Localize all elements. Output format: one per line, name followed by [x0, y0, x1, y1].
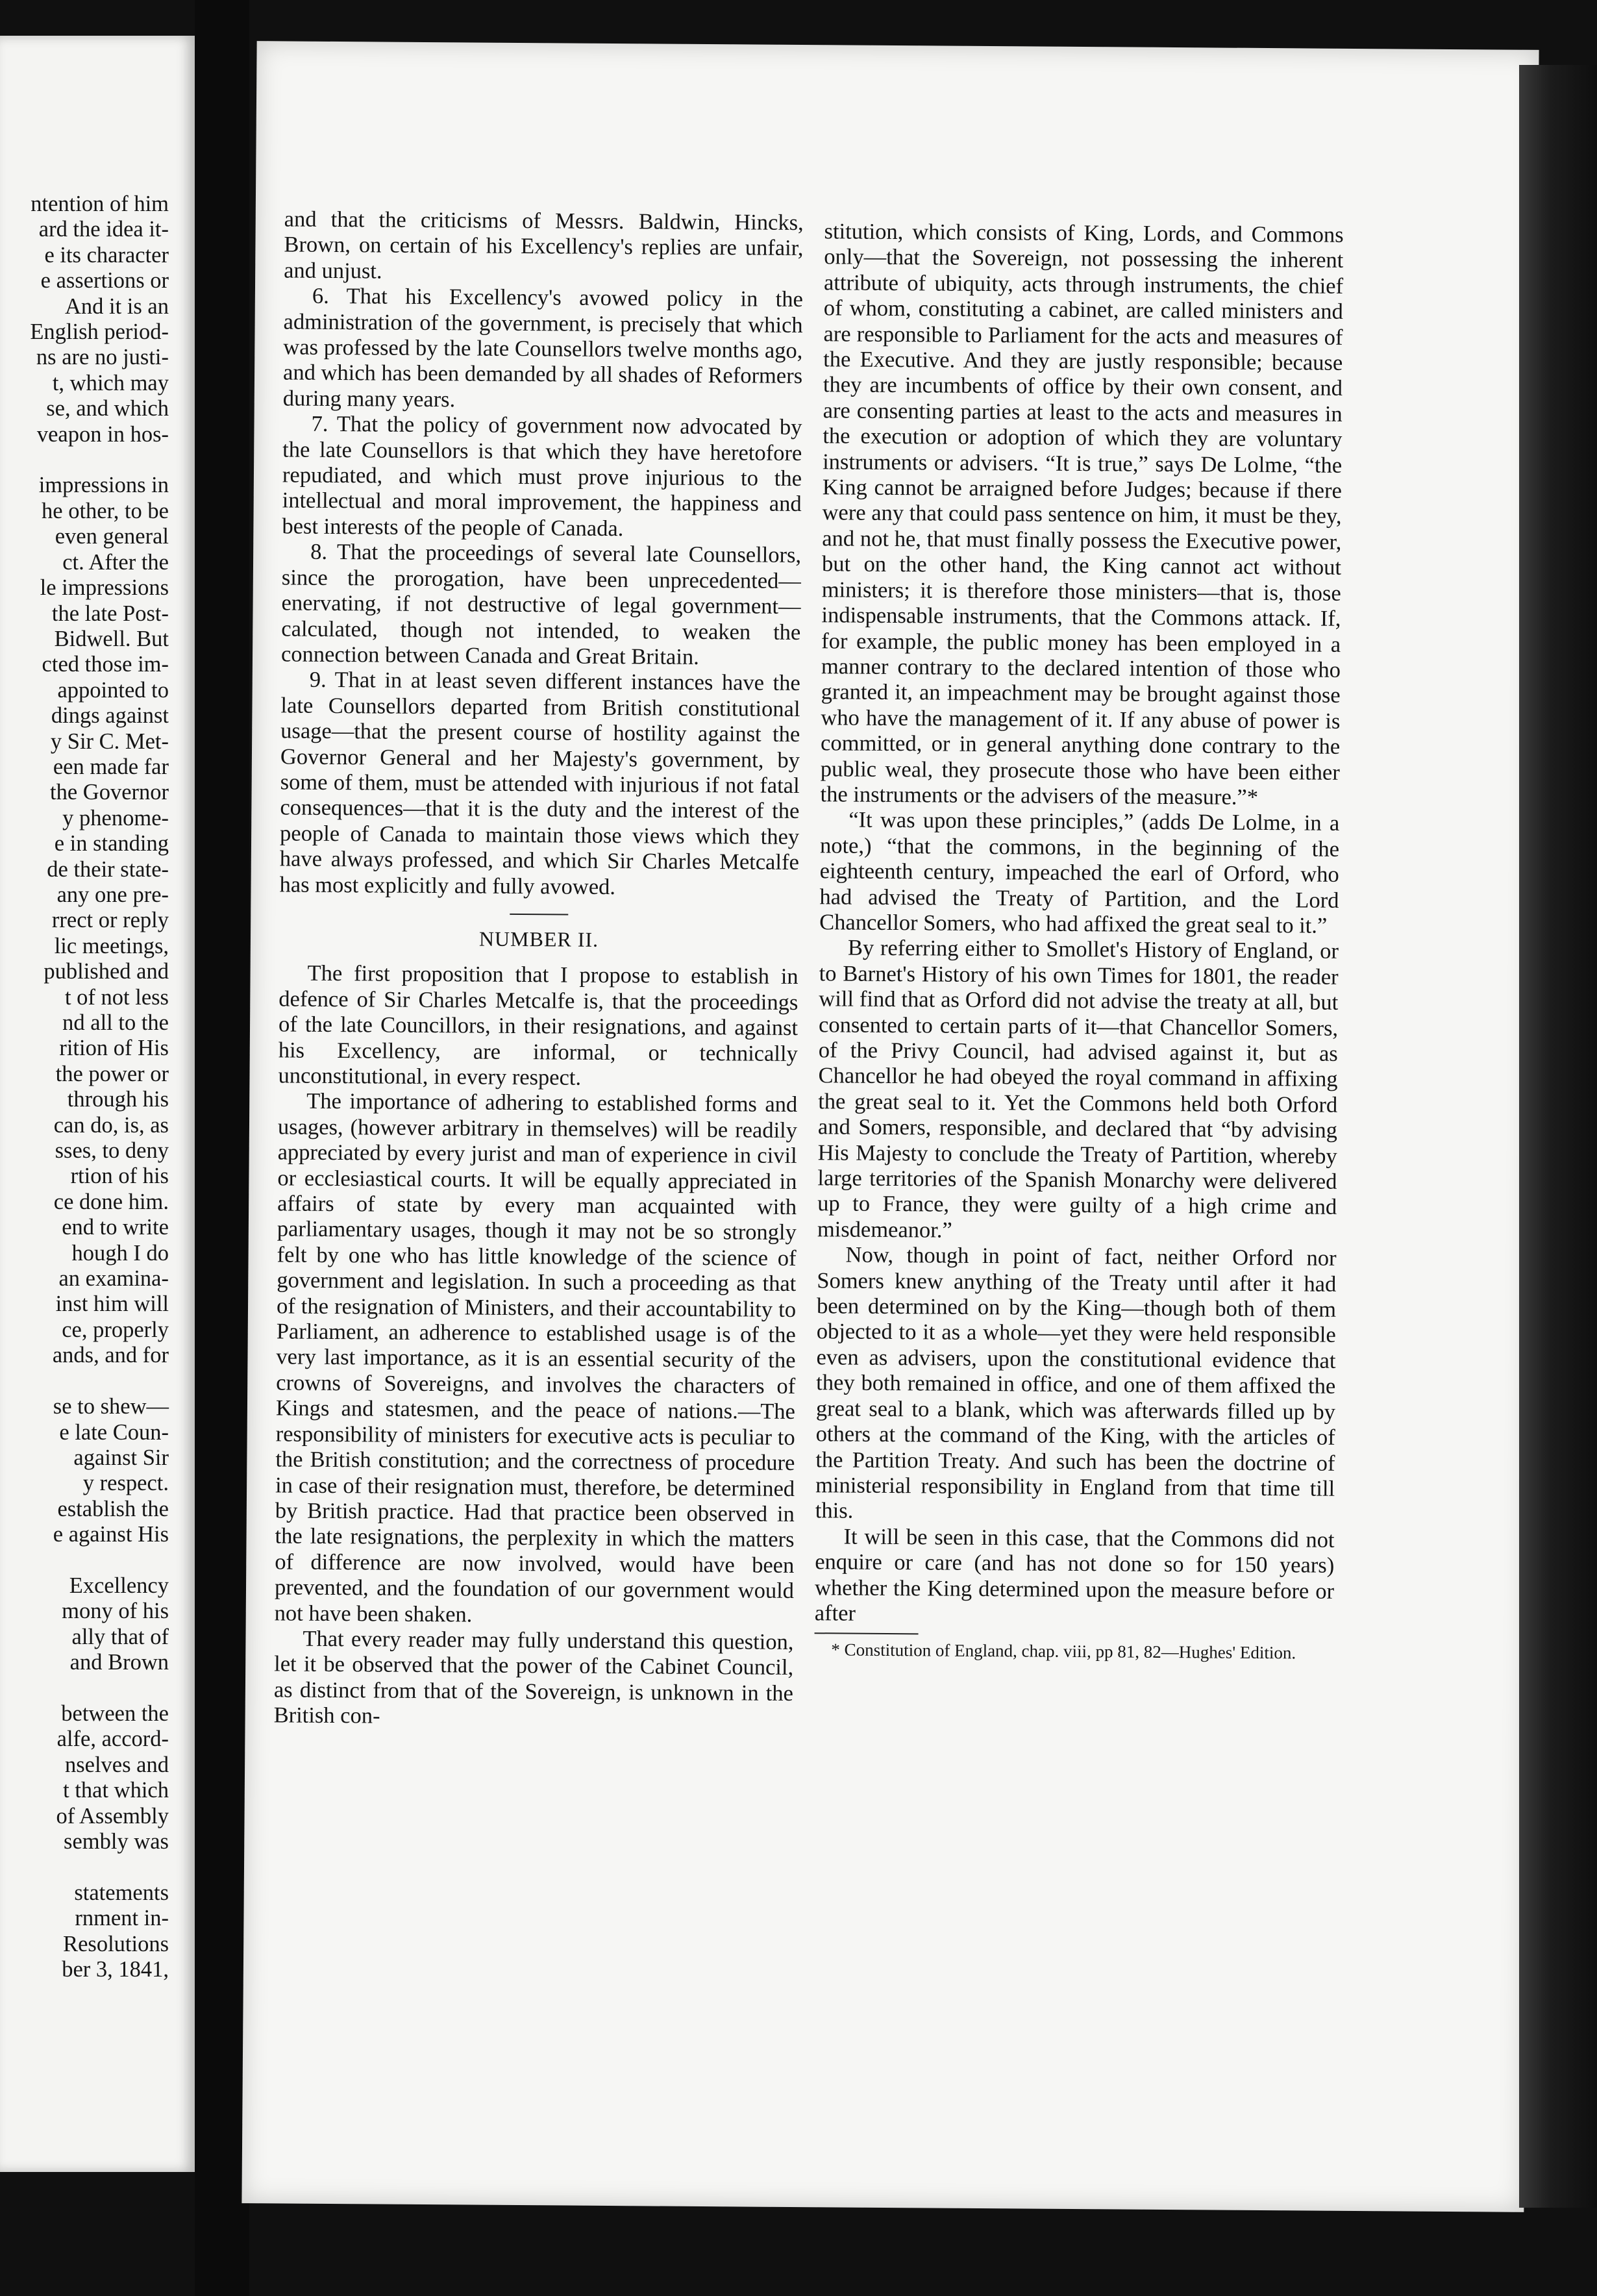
left-page-line: English period-: [30, 319, 169, 345]
paragraph: Now, though in point of fact, neither Orford nor Somers knew anything of the Treaty until after it had been determined on by the King—though both of them objected to it as a whole—yet they were held responsible even as advisers, upon the constitutional evidence that they both remained in office, and one of them affixed the great seal to a blank, which was afterwards filled up by others at the command of the King, with the articles of the Partition Treaty. And such has been the doctrine of ministerial responsibility in England from that time till this.: [815, 1242, 1337, 1523]
right-column: [814, 219, 1343, 1664]
left-page-line: Bidwell. But: [54, 626, 169, 651]
left-page-line: veapon in hos-: [36, 421, 169, 447]
left-page-line: the Governor: [50, 780, 169, 805]
main-page: [241, 41, 1539, 2212]
left-page-line: rnment in-: [75, 1906, 169, 1931]
book-gutter: [195, 0, 249, 2296]
left-page-line: y respect.: [82, 1471, 169, 1496]
left-page-line: establish the: [57, 1496, 169, 1521]
left-page-line: impressions in: [38, 473, 169, 498]
left-page-line: the power or: [55, 1061, 169, 1086]
left-page-line: ands, and for: [52, 1343, 169, 1368]
left-page-line: le impressions: [40, 575, 169, 601]
left-page-line: through his: [67, 1087, 169, 1112]
left-page-line: rrect or reply: [51, 908, 169, 933]
left-page-line: se, and which: [46, 396, 169, 421]
left-page-line: y phenome-: [62, 805, 169, 830]
left-column: [274, 206, 804, 1732]
left-page-line: ntention of him: [31, 192, 169, 216]
paragraph: It will be seen in this case, that the Commons did not enquire or care (and has not done so for 150 years) whether the King determined upon the measure before or after: [814, 1524, 1335, 1626]
left-page-line: of Assembly: [56, 1803, 169, 1828]
left-page-text: [0, 192, 169, 1982]
left-page-line: nselves and: [64, 1752, 169, 1777]
page-stack-edge: [1519, 65, 1597, 2208]
left-page-line: between the: [61, 1701, 169, 1726]
left-page-line: [0, 1854, 169, 1880]
left-page-line: Resolutions: [63, 1931, 169, 1956]
footnote: * Constitution of England, chap. viii, pp 81, 82—Hughes' Edition.: [831, 1640, 1296, 1663]
left-page-line: [0, 1369, 169, 1394]
left-page-line: ard the idea it-: [38, 217, 169, 242]
left-page-line: de their state-: [47, 856, 169, 882]
left-page-line: t of not less: [64, 984, 169, 1010]
left-page-line: ber 3, 1841,: [62, 1957, 169, 1982]
left-page-line: alfe, accord-: [56, 1727, 169, 1752]
left-page-line: and Brown: [69, 1650, 169, 1675]
left-page-line: t that which: [63, 1778, 169, 1803]
paragraph: The importance of adhering to established forms and usages, (however arbitrary in themselves) will be readily appreciated by every jurist and man of experience in civil or ecclesiastical courts. It will be equally appreciated in affairs of state by every man acquainted with parliamentary usages, though it may not be so strongly felt by one who has little knowledge of the science of government and legislation. In such a proceeding as that of the resignation of Ministers, and their accountability to Parliament, an adherence to established usage is of the very last importance, as it is an essential security of the crowns of Sovereigns, and involves the characters of Kings and statesmen, and the peace of nations.—The responsibility of ministers for executive acts is peculiar to the British constitution; and the correctness of procedure in case of their resignation must, therefore, be determined by British practice. Had that practice been observed in the late resignations, the perplexity in which the matters of difference are now involved, would have been prevented, and the foundation of our government would not have been shaken.: [274, 1089, 798, 1627]
left-page-line: ally that of: [71, 1624, 169, 1649]
left-page-line: mony of his: [62, 1599, 169, 1624]
paragraph: and that the criticisms of Messrs. Baldwin, Hincks, Brown, on certain of his Excellency's replies are unfair, and unjust.: [284, 206, 804, 284]
left-page-line: e in standing: [54, 831, 169, 856]
left-page-line: hough I do: [71, 1240, 169, 1266]
left-page-line: ce, properly: [62, 1317, 169, 1342]
left-page-line: [0, 1548, 169, 1573]
left-page-line: statements: [74, 1880, 169, 1905]
left-page-line: rition of His: [59, 1036, 169, 1061]
left-page-line: dings against: [51, 703, 169, 729]
paragraph: stitution, which consists of King, Lords, and Commons only—that the Sovereign, not possessing the inherent attribute of ubiquity, acts through instruments, the chief of whom, constituting a cabinet, are called ministers and are responsible to Parliament for the acts and measures of the Executive. And they are justly responsible; because they are incumbents of office by their own consent, and are consenting parties at least to the acts and measures in the execution or adoption of which they are voluntary instruments or advisers. “It is true,” says De Lolme, “the King cannot be arraigned before Judges; because if there were any that could pass sentence on him, it must be they, and not he, that must finally possess the Executive power, but on the other hand, the King cannot act without ministers; it is therefore those ministers—that is, those indispensable instruments, that the Commons attack. If, for example, the public money has been employed in a manner contrary to the declared intention of those who granted it, an impeachment may be brought against those who have the management of it. If any abuse of power is committed, or in general anything done contrary to the public weal, they prosecute those who have been either the instruments or the advisers of the measure.”*: [820, 219, 1344, 810]
left-page-line: an examina-: [58, 1266, 169, 1292]
left-page-line: sembly was: [64, 1829, 169, 1854]
left-page-line: se to shew—: [53, 1394, 169, 1419]
paragraph: The first proposition that I propose to establish in defence of Sir Charles Metcalfe is, that the proceedings of the late Councillors, in their resignations, and against his Excellency, are informal, or technically unconstitutional, in every respect.: [278, 961, 798, 1090]
left-page-line: sses, to deny: [55, 1138, 169, 1164]
left-page-line: e late Coun-: [59, 1419, 169, 1445]
left-page-line: ns are no justi-: [36, 345, 169, 370]
left-page-line: published and: [43, 959, 169, 984]
paragraph: 9. That in at least seven different instances have the late Counsellors departed from British constitutional usage—that the present course of hostility against the Governor General and her Majesty's government, by some of them, must be attended with injurious if not fatal consequences—that it is the duty and the interest of the people of Canada to maintain those views which they have always professed, and which Sir Charles Metcalfe has most explicitly and fully avowed.: [279, 668, 800, 899]
left-page-line: ct. After the: [62, 549, 169, 575]
left-page-line: inst him will: [55, 1292, 169, 1317]
left-page-line: can do, is, as: [53, 1112, 169, 1138]
left-page-line: y Sir C. Met-: [50, 729, 169, 754]
left-page-line: [0, 1676, 169, 1701]
paragraph: 6. That his Excellency's avowed policy in the administration of the government, is precisely that which was professed by the late Counsellors twelve months ago, and which has been demanded by all shades of Reformers during many years.: [282, 283, 804, 412]
left-page-line: even general: [55, 524, 169, 549]
left-page-line: end to write: [62, 1215, 169, 1240]
paragraph: That every reader may fully understand this question, let it be observed that the power of the Cabinet Council, as distinct from that of the Sovereign, is unknown in the British con-: [273, 1626, 794, 1728]
left-page-line: nd all to the: [62, 1010, 169, 1035]
left-page-line: And it is an: [64, 293, 169, 319]
left-page-line: een made far: [53, 754, 169, 779]
paragraph: 8. That the proceedings of several late Counsellors, since the prorogation, have been unprecedented—enervating, if not destructive of legal government—calculated, though not intended, to weaken the connection between Canada and Great Britain.: [280, 540, 802, 669]
left-page-line: the late Post-: [51, 601, 169, 626]
left-page-line: lic meetings,: [54, 933, 169, 958]
left-page-line: any one pre-: [56, 882, 169, 907]
left-page-line: cted those im-: [42, 652, 169, 677]
left-page-line: [0, 447, 169, 473]
section-heading: NUMBER II.: [279, 912, 798, 954]
left-page-line: e against His: [53, 1522, 169, 1547]
left-page-line: e its character: [44, 242, 169, 268]
paragraph: By referring either to Smollet's History of England, or to Barnet's History of his own Times for 1801, the reader will find that as Orford did not advise the treaty at all, but consented to certain parts of it—that Chancellor Somers, of the Privy Council, had advised against it, but as Chancellor he had obeyed the royal command in affixing the great seal to it. Yet the Commons held both Orford and Somers, responsible, and declared that “by advising His Majesty to conclude the Treaty of Partition, whereby large territories of the Spanish Monarchy were delivered up to France, they were guilty of a high crime and misdemeanor.”: [817, 935, 1339, 1243]
left-page-line: against Sir: [73, 1445, 169, 1470]
left-page-line: he other, to be: [42, 498, 169, 523]
left-page-line: Excellency: [69, 1573, 169, 1598]
left-page-line: e assertions or: [40, 268, 169, 293]
paragraph: “It was upon these principles,” (adds De Lolme, in a note,) “that the commons, in the beginning of the eighteenth century, impeached the earl of Orford, who had advised the Treaty of Partition, and the Lord Chancellor Somers, who had affixed the great seal to it.”: [819, 807, 1340, 938]
left-page-fragment: [0, 36, 195, 2172]
left-page-line: rtion of his: [70, 1164, 169, 1189]
left-page-line: t, which may: [52, 370, 169, 395]
left-page-line: ce done him.: [53, 1189, 169, 1214]
footnote-rule: [815, 1633, 919, 1635]
paragraph: 7. That the policy of government now advocated by the late Counsellors is that which they have heretofore repudiated, and which must prove injurious to the intellectual and moral improvement, the happiness and best interests of the people of Canada.: [282, 411, 802, 541]
left-page-line: appointed to: [57, 677, 169, 703]
